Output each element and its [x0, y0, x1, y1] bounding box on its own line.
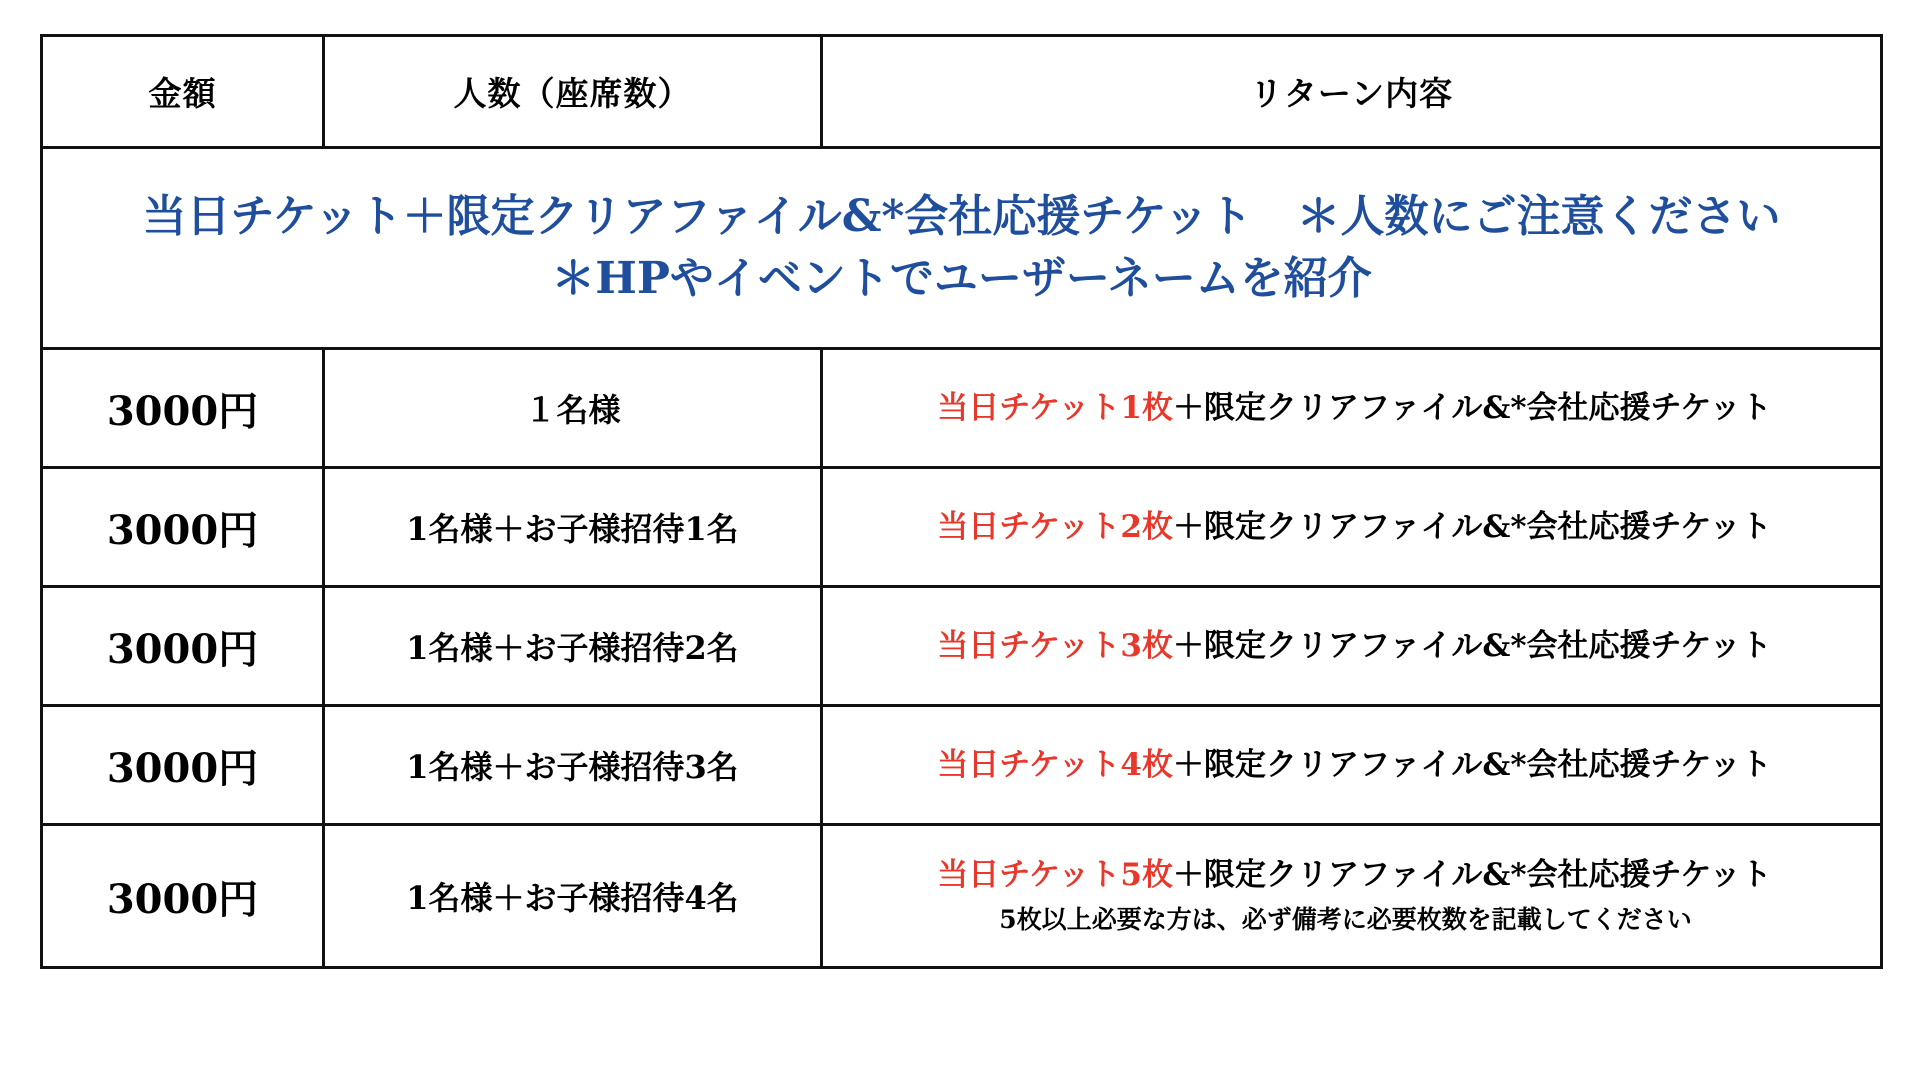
amount-value: 3000円: [106, 506, 259, 554]
header-cell-amount: [42, 36, 324, 148]
header-label-people: 人数（座席数）: [453, 74, 692, 113]
return-main-text: [845, 627, 1864, 666]
header-label-return: リターン内容: [1249, 74, 1454, 113]
return-ticket-count: 当日チケット5枚: [937, 856, 1173, 893]
return-main-text: [845, 389, 1864, 428]
cell-amount: [42, 468, 324, 587]
return-ticket-count: 当日チケット4枚: [937, 746, 1173, 783]
return-main-text: [845, 856, 1864, 895]
cell-amount: [42, 349, 324, 468]
amount-value: 3000円: [106, 875, 259, 923]
cell-amount: [42, 825, 324, 968]
header-cell-people: [324, 36, 822, 148]
return-main-text: [845, 746, 1864, 785]
cell-return: [822, 349, 1882, 468]
return-main-text: [845, 508, 1864, 547]
return-ticket-count: 当日チケット1枚: [937, 389, 1173, 426]
table-header-row: [42, 36, 1882, 148]
return-extra-note: 5枚以上必要な方は、必ず備考に必要枚数を記載してください: [999, 905, 1692, 935]
cell-return: [822, 468, 1882, 587]
people-value: 1名様＋お子様招待2名: [406, 629, 739, 667]
cell-people: [324, 587, 822, 706]
table-row: [42, 825, 1882, 968]
table-note-row: [42, 148, 1882, 349]
cell-return: [822, 706, 1882, 825]
people-value: １名様: [524, 391, 621, 429]
people-value: 1名様＋お子様招待4名: [406, 879, 739, 917]
cell-amount: [42, 587, 324, 706]
return-rest: ＋限定クリアファイル&*会社応援チケット: [1172, 746, 1772, 783]
cell-return: [822, 587, 1882, 706]
cell-people: [324, 825, 822, 968]
amount-value: 3000円: [106, 625, 259, 673]
table-row: [42, 468, 1882, 587]
return-rest: ＋限定クリアファイル&*会社応援チケット: [1172, 389, 1772, 426]
return-pricing-table: [40, 34, 1883, 969]
people-value: 1名様＋お子様招待3名: [406, 748, 739, 786]
table-row: [42, 587, 1882, 706]
return-rest: ＋限定クリアファイル&*会社応援チケット: [1172, 508, 1772, 545]
note-line-1: 当日チケット＋限定クリアファイル&*会社応援チケット ＊人数にご注意ください: [142, 190, 1781, 242]
cell-people: [324, 468, 822, 587]
return-rest: ＋限定クリアファイル&*会社応援チケット: [1172, 856, 1772, 893]
amount-value: 3000円: [106, 387, 259, 435]
note-text: [43, 186, 1880, 311]
cell-amount: [42, 706, 324, 825]
note-line-2: ＊HPやイベントでユーザーネームを紹介: [551, 253, 1372, 304]
return-rest: ＋限定クリアファイル&*会社応援チケット: [1172, 627, 1772, 664]
header-label-amount: 金額: [148, 74, 217, 113]
header-cell-return: [822, 36, 1882, 148]
note-cell: [42, 148, 1882, 349]
people-value: 1名様＋お子様招待1名: [406, 510, 739, 548]
return-ticket-count: 当日チケット2枚: [937, 508, 1173, 545]
cell-return: [822, 825, 1882, 968]
cell-people: [324, 706, 822, 825]
table-row: [42, 706, 1882, 825]
cell-people: [324, 349, 822, 468]
table-row: [42, 349, 1882, 468]
amount-value: 3000円: [106, 744, 259, 792]
return-ticket-count: 当日チケット3枚: [937, 627, 1173, 664]
